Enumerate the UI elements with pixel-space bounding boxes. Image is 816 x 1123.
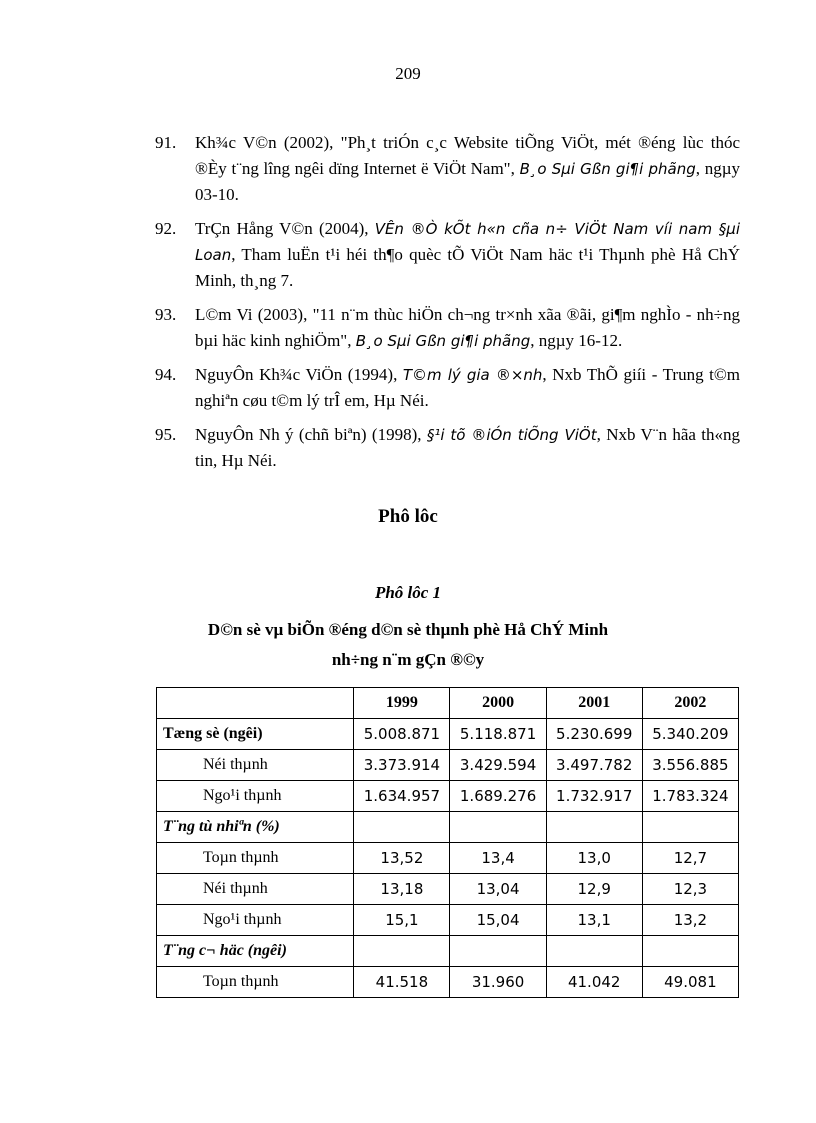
table-cell: 13,04 [450, 874, 546, 905]
table-cell: 5.230.699 [546, 719, 642, 750]
table-cell: 5.118.871 [450, 719, 546, 750]
table-cell: 12,7 [642, 843, 738, 874]
table-cell: 3.497.782 [546, 750, 642, 781]
population-table [156, 687, 739, 998]
table-row [157, 905, 739, 936]
table-cell: 1.689.276 [450, 781, 546, 812]
table-cell: 13,4 [450, 843, 546, 874]
table-cell: 15,04 [450, 905, 546, 936]
row-label: Tæng sè (ngêi) [157, 719, 354, 750]
table-header-row [157, 688, 739, 719]
reference-text: TrÇn Hång V©n (2004), VÊn ®Ò kÕt h«n cña n÷ ViÖt Nam víi nam §µi Loan, Tham luËn t¹i héi th¶o quèc tÕ ViÖt Nam häc t¹i Thµnh phè Hå ChÝ Minh, th¸ng 7. [195, 219, 740, 290]
reference-item [155, 216, 740, 294]
table-cell: 41.042 [546, 967, 642, 998]
reference-text: NguyÔn Kh¾c ViÖn (1994), T©m lý gia ®×nh, Nxb ThÕ giíi - Trung t©m nghiªn cøu t©m lý trÎ em, Hµ Néi. [195, 365, 740, 410]
table-cell: 31.960 [450, 967, 546, 998]
row-label: Néi thµnh [157, 874, 354, 905]
row-label: Ngo¹i thµnh [157, 781, 354, 812]
reference-source-title: B¸o Sµi Gßn gi¶i phãng [519, 160, 696, 178]
year-header: 2000 [450, 688, 546, 719]
row-label: T¨ng tù nhiªn (%) [157, 812, 354, 843]
reference-number: 92. [155, 219, 177, 238]
table-row [157, 843, 739, 874]
reference-source-title: §¹i tõ ®iÓn tiÕng ViÖt [426, 426, 597, 444]
row-label: T¨ng c¬ häc (ngêi) [157, 936, 354, 967]
reference-item [155, 362, 740, 414]
year-header: 2001 [546, 688, 642, 719]
table-row [157, 874, 739, 905]
table-cell: 3.556.885 [642, 750, 738, 781]
row-label: Toµn thµnh [157, 843, 354, 874]
table-cell: 3.429.594 [450, 750, 546, 781]
header-empty-cell [157, 688, 354, 719]
table-cell [546, 812, 642, 843]
table-row [157, 936, 739, 967]
table-cell: 5.340.209 [642, 719, 738, 750]
table-cell: 1.732.917 [546, 781, 642, 812]
reference-number: 94. [155, 365, 177, 384]
row-label: Néi thµnh [157, 750, 354, 781]
table-cell [450, 936, 546, 967]
reference-list [155, 130, 740, 482]
reference-number: 95. [155, 425, 177, 444]
table-cell: 13,0 [546, 843, 642, 874]
table-cell: 1.783.324 [642, 781, 738, 812]
table-cell: 12,3 [642, 874, 738, 905]
reference-source-title: VÊn ®Ò kÕt h«n cña n÷ ViÖt Nam víi nam §µi Loan [195, 220, 740, 264]
table-cell: 41.518 [354, 967, 450, 998]
reference-item [155, 130, 740, 208]
reference-text: NguyÔn Nh ý (chñ biªn) (1998), §¹i tõ ®iÓn tiÕng ViÖt, Nxb V¨n hãa th«ng tin, Hµ Néi. [195, 425, 740, 470]
reference-text: Kh¾c V©n (2002), "Ph¸t triÓn c¸c Website tiÕng ViÖt, mét ®éng lùc thóc ®Èy t¨ng lîng ngêi dïng Internet ë ViÖt Nam", B¸o Sµi Gßn gi¶i phãng, ngµy 03-10. [195, 133, 741, 204]
table-row [157, 812, 739, 843]
row-label: Ngo¹i thµnh [157, 905, 354, 936]
table-cell [354, 936, 450, 967]
reference-source-title: T©m lý gia ®×nh [402, 366, 543, 384]
table-cell: 15,1 [354, 905, 450, 936]
year-header: 1999 [354, 688, 450, 719]
table-cell: 3.373.914 [354, 750, 450, 781]
reference-source-title: B¸o Sµi Gßn gi¶i phãng [355, 332, 531, 350]
table-cell [450, 812, 546, 843]
table-cell: 5.008.871 [354, 719, 450, 750]
appendix-heading: Phô lôc [378, 506, 438, 527]
year-header: 2002 [642, 688, 738, 719]
page-number: 209 [395, 64, 421, 83]
table-cell [354, 812, 450, 843]
table-row [157, 967, 739, 998]
table-cell [546, 936, 642, 967]
table-cell: 13,2 [642, 905, 738, 936]
table-cell: 13,52 [354, 843, 450, 874]
table-cell: 13,1 [546, 905, 642, 936]
table-cell: 12,9 [546, 874, 642, 905]
table-row [157, 781, 739, 812]
table-subtitle: nh÷ng n¨m gÇn ®©y [331, 650, 485, 669]
table-row [157, 750, 739, 781]
appendix-1-heading: Phô lôc 1 [374, 583, 442, 602]
reference-number: 91. [155, 133, 177, 152]
table-cell [642, 936, 738, 967]
table-cell: 13,18 [354, 874, 450, 905]
table-title: D©n sè vµ biÕn ®éng d©n sè thµnh phè Hå ChÝ Minh [207, 620, 609, 639]
reference-text: L©m Vi (2003), "11 n¨m thùc hiÖn ch¬ng tr×nh xãa ®ãi, gi¶m nghÌo - nh÷ng bµi häc kinh nghiÖm", B¸o Sµi Gßn gi¶i phãng, ngµy 16-12. [195, 305, 740, 350]
reference-item [155, 302, 740, 354]
table-cell: 49.081 [642, 967, 738, 998]
row-label: Toµn thµnh [157, 967, 354, 998]
reference-number: 93. [155, 305, 177, 324]
table-row [157, 719, 739, 750]
reference-item [155, 422, 740, 474]
table-cell [642, 812, 738, 843]
table-cell: 1.634.957 [354, 781, 450, 812]
